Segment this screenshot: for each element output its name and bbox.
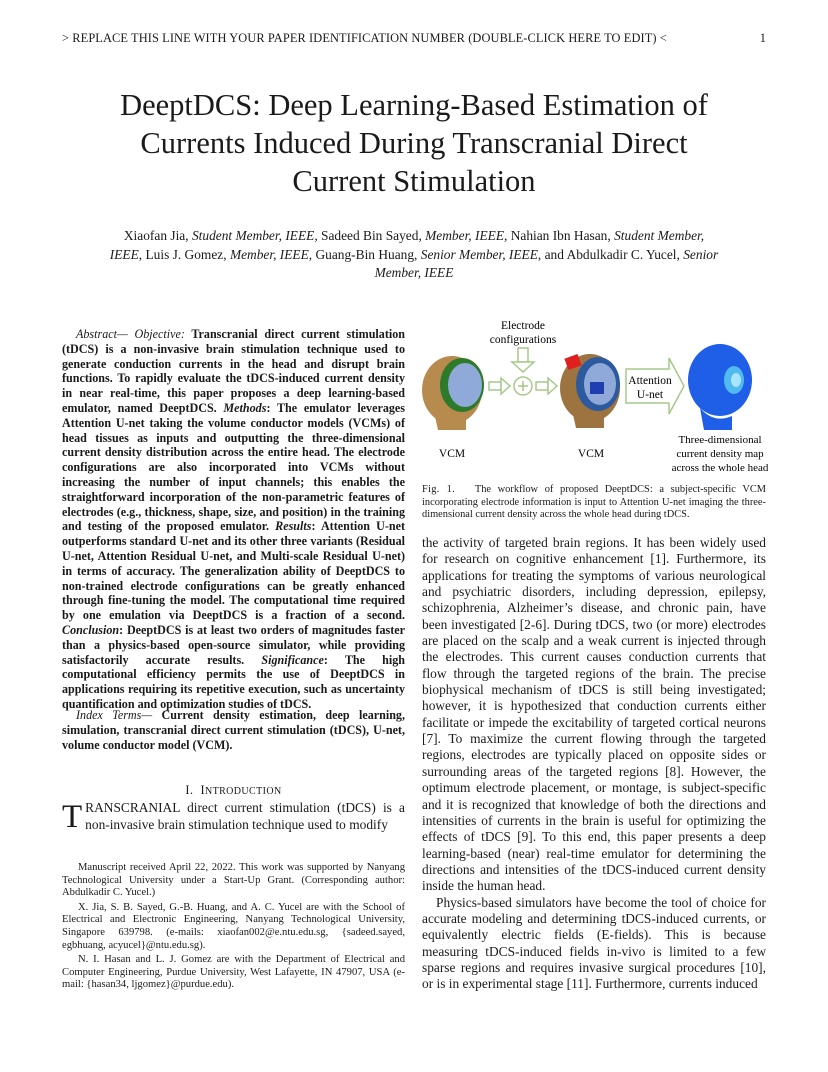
vcm-label-2: VCM — [577, 448, 605, 460]
map-label-3: across the whole head — [671, 462, 768, 474]
ieee-label: IEEE — [424, 265, 454, 281]
author-name: Sadeed Bin Sayed — [321, 228, 419, 243]
significance-label: Significance — [261, 652, 324, 667]
and-word: and — [544, 246, 564, 262]
map-label-2: current density map — [676, 448, 764, 460]
drop-cap: T — [62, 799, 83, 835]
electrode-label-2: configurations — [489, 334, 557, 346]
intro-text: direct current stimulation (tDCS) is a non-invasive brain stimulation technique used to modify — [85, 800, 405, 832]
body-paragraph: Physics-based simulators have become the tool of choice for accurate modeling and determining tDCS-induced currents, or equivalently electric fields (E-fields). This is because measuring tDCS-induced fields in-vivo is limited to a few sparse regions and requires invasive surgical procedures [10], or is in experimental stage [11]. Furthermore, currents induced — [422, 894, 766, 992]
abstract-objective: Transcranial direct current stimulation (tDCS) is a non-invasive brain stimulation technique used to generate conduction currents in the head and disrupt brain functions. To rapidly evaluate the tDCS-induced current density in near real-time, this paper proposes a deep learning-based emulator, named DeeptDCS. — [62, 327, 406, 415]
ieee-label: IEEE — [279, 246, 309, 262]
ieee-label: IEEE — [475, 228, 504, 243]
abstract-methods: The emulator leverages Attention U-net taking the volume conductor models (VCMs) of head tissues as inputs and outputting the three-dimensional current density distribution across the entire head. The electrode configurations are also incorporated into VCMs without increasing the number of input channels; this enables the straightforward incorporation of the non-parametric features of electrodes (e.g., thickness, shape, size, and position) in the training and testing of the proposed emulator. — [62, 400, 405, 534]
attention-label: Attention — [628, 375, 672, 387]
caption-label: Fig. 1. — [422, 484, 456, 495]
figure-1 — [414, 312, 768, 482]
footnote: Manuscript received April 22, 2022. This work was supported by Nanyang Technological University under a Start-Up Grant. (Corresponding author: Abdulkadir C. Yucel.) — [62, 862, 405, 899]
author-role: Student Member — [614, 228, 701, 243]
ieee-label: IEEE — [285, 228, 315, 243]
ieee-label: IEEE — [508, 246, 538, 262]
author-role: Member — [425, 228, 469, 243]
paper-title — [60, 86, 768, 200]
ieee-label: IEEE — [109, 246, 139, 262]
author-list: Xiaofan Jia, Student Member, IEEE, Sadeed Bin Sayed, Member, IEEE, Nahian Ibn Hasan, Student Member, IEEE, Luis J. Gomez, Member, IEEE, Guang-Bin Huang, Senior Member, IEEE, and Abdulkadir C. Yucel, Senior Member, IEEE — [109, 228, 719, 281]
author-role: Student Member — [191, 228, 279, 243]
title-line-3: Current Stimulation — [292, 164, 536, 198]
intro-paragraph — [62, 800, 405, 833]
body-paragraph: the activity of targeted brain regions. It has been widely used for research on cognitive enhancement [1]. Furthermore, its applications for treating the symptoms of various neurological and psychiatric disorders, including depression, epilepsy, schizophrenia, Alzheimer’s disease, and chronic pain, have been investigated [2-6]. During tDCS, two (or more) electrodes are placed on the scalp and a weak current is injected through the electrodes. This current causes conduction currents that flow through the targeted regions of the brain. The precise biophysical mechanism of tDCS is still being investigated; however, it is hypothesized that conduction currents either facilitate or impede the excitability of targeted cortical neurons [7]. To maximize the current flowing through the targeted regions, electrodes are typically placed on opposite sides or surrounding areas of the targeted regions [8]. However, the optimum electrode placement, or montage, is subject-specific and it is recognized that knowledge of both the directions and intensities of currents in the brain is useful for optimizing the effects of tDCS [9]. To this end, this paper presents a deep learning-based (near) real-time emulator for determining the directions and intensities of the tDCS-induced current density inside the human head. — [422, 535, 766, 894]
author-name: Luis J. Gomez — [145, 246, 224, 262]
results-label: Results — [275, 519, 312, 534]
author-name: Xiaofan Jia — [123, 228, 186, 243]
abstract-results: Attention U-net outperforms standard U-net and its other three variants (Residual U-net, Attention Residual U-net, and Multi-scale Residual U-net) in terms of accuracy. The generalization ability of DeeptDCS to non-trained electrode configurations can be greatly enhanced through fine-tuning the model. The computational time required by one emulation via DeeptDCS is a fraction of a second. — [62, 519, 406, 623]
conclusion-label: Conclusion — [62, 622, 120, 637]
footnote: N. I. Hasan and L. J. Gomez are with the Department of Electrical and Computer Engineering, Purdue University, West Lafayette, IN 47907, USA (e-mail: {hasan34, ljgomez}@purdue.edu). — [62, 954, 405, 991]
right-arrow-icon — [489, 378, 510, 394]
right-arrow-icon — [536, 378, 557, 394]
methods-label: Methods — [223, 400, 267, 415]
plus-circle-icon — [514, 377, 532, 395]
author-role: Member — [229, 246, 274, 262]
vcm-head-image-2 — [560, 354, 620, 428]
author-name: Guang-Bin Huang — [315, 246, 415, 262]
abstract-significance: The high computational efficiency permits the use of DeeptDCS in applications requiring its repetitive execution, such as uncertainty quantification and optimization studies of tDCS. — [62, 652, 405, 711]
index-terms — [62, 708, 405, 752]
author-role: Senior Member — [374, 246, 719, 281]
title-line-1: DeeptDCS: Deep Learning-Based Estimation of — [120, 88, 708, 122]
abstract: Abstract— Objective: Transcranial direct current stimulation (tDCS) is a non-invasive brain stimulation technique used to generate conduction currents in the head and disrupt brain functions. To rapidly evaluate the tDCS-induced current density in near real-time, this paper proposes a deep learning-based emulator, named DeeptDCS. Methods: The emulator leverages Attention U-net taking the volume conductor models (VCMs) of head tissues as inputs and outputting the three-dimensional current density distribution across the entire head. The electrode configurations are also incorporated into VCMs without increasing the number of input channels; this enables the straightforward incorporation of the non-parametric features of electrodes (e.g., thickness, shape, size, and position) in the training and testing of the proposed emulator. Results: Attention U-net outperforms standard U-net and its other three variants (Residual U-net, Attention Residual U-net, and Multi-scale Residual U-net) in terms of accuracy. The generalization ability of DeeptDCS to non-trained electrode configurations can be greatly enhanced through fine-tuning the model. The computational time required by one emulation via DeeptDCS is a fraction of a second. Conclusion: DeeptDCS is at least two orders of magnitudes faster than a physics-based open-source simulator, while providing satisfactorily accurate results. Significance: The high computational efficiency permits the use of DeeptDCS in applications requiring its repetitive execution, such as uncertainty quantification and optimization studies of tDCS. — [62, 327, 406, 711]
map-label-1: Three-dimensional — [678, 434, 762, 446]
section-heading — [62, 783, 405, 798]
footnotes — [62, 862, 405, 992]
electrode-pad — [590, 382, 604, 394]
index-terms-text: Current density estimation, deep learning, simulation, transcranial direct current stimulation (tDCS), U-net, volume conductor model (VCM). — [62, 708, 405, 752]
workflow-diagram — [414, 312, 768, 482]
running-head-text: > REPLACE THIS LINE WITH YOUR PAPER IDENTIFICATION NUMBER (DOUBLE-CLICK HERE TO EDIT) < — [62, 31, 667, 45]
abstract-conclusion: DeeptDCS is at least two orders of magnitudes faster than a physics-based open-source simulator, while providing satisfactorily accurate results. — [62, 622, 405, 667]
intro-caps: RANSCRANIAL — [85, 800, 180, 815]
attention-unet-block — [626, 358, 684, 414]
abstract-label: Abstract— Objective: — [76, 327, 185, 341]
figure-caption — [422, 484, 766, 522]
electrode-label-1: Electrode — [500, 320, 546, 332]
caption-text: The workflow of proposed DeeptDCS: a subject-specific VCM incorporating electrode information is input to Attention U-net imaging the three-dimensional current density across the whole head during tDCS. — [422, 484, 767, 521]
author-role: Senior Member — [420, 246, 503, 262]
author-name: Abdulkadir C. Yucel — [566, 246, 677, 262]
vcm-label-1: VCM — [438, 448, 466, 460]
down-arrow-icon — [512, 348, 534, 372]
page-number: 1 — [759, 31, 766, 45]
section-title-first: I — [200, 783, 205, 797]
footnote: X. Jia, S. B. Sayed, G.-B. Huang, and A. C. Yucel are with the School of Electrical and Electronic Engineering, Nanyang Technological University, Singapore 639798. (e-mails: xiaofan002@e.ntu.edu.sg, {sadeed.sayed, egbhuang, acyucel}@ntu.edu.sg). — [62, 901, 405, 951]
author-name: Nahian Ibn Hasan — [510, 228, 608, 243]
vcm-head-image-1 — [422, 356, 484, 430]
index-terms-label: Index Terms— — [76, 708, 153, 722]
current-density-map-image — [688, 344, 752, 430]
section-title-rest: NTRODUCTION — [204, 786, 282, 797]
running-head — [62, 31, 766, 46]
right-column-body — [422, 535, 766, 993]
unet-label: U-net — [636, 389, 664, 401]
title-line-2: Currents Induced During Transcranial Direct — [140, 126, 688, 160]
section-number: I. — [185, 783, 194, 797]
